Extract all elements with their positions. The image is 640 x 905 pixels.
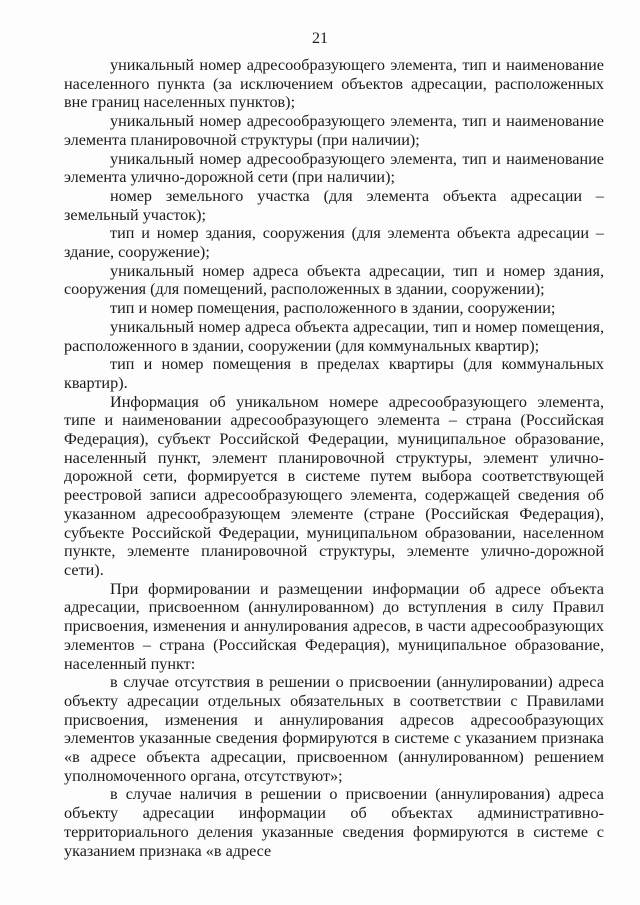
paragraph-address-building: уникальный номер адреса объекта адресации, тип и номер здания, сооружения (для помещений, расположенных в здании, сооружении); [64, 261, 604, 299]
paragraph-room-in-apartment: тип и номер помещения в пределах квартиры (для коммунальных квартир). [64, 355, 604, 392]
paragraph-land-plot: номер земельного участка (для элемента объекта адресации – земельный участок); [64, 186, 604, 224]
paragraph-planning-structure: уникальный номер адресообразующего элемента, тип и наименование элемента планировочной структуры (при наличии); [64, 112, 604, 149]
paragraph-street-network: уникальный номер адресообразующего элемента, тип и наименование элемента улично-дорожной сети (при наличии); [64, 149, 604, 187]
paragraph-address-room: уникальный номер адреса объекта адресации, тип и номер помещения, расположенного в здании, сооружении (для коммунальных квартир); [64, 317, 604, 355]
paragraph-unique-number-info: Информация об уникальном номере адресообразующего элемента, типе и наименовании адресообразующего элемента – страна (Российская Федерация), субъект Российской Федерации, муниципальное образование, населенный пункт, элемент планировочной структуры, элемент улично-дорожной сети, формируется в системе путем выбора соответствующей реестровой записи адресообразующего элемента, содержащей сведения об указанном адресообразующем элементе (стране (Российская Федерация), субъекте Российской Федерации, муниципальном образовании, населенном пункте, элементе планировочной структуры, элементе улично-дорожной сети). [64, 392, 604, 579]
paragraph-presence-case: в случае наличия в решении о присвоении (аннулирования) адреса объекту адресации информации об объектах административно-территориального деления указанные сведения формируются в системе с указанием признака «в адресе [64, 785, 604, 860]
paragraph-room-type: тип и номер помещения, расположенного в здании, сооружении; [110, 299, 556, 318]
page-number: 21 [312, 30, 328, 47]
paragraph-formation-intro: При формировании и размещении информации об адресе объекта адресации, присвоенном (аннулированном) до вступления в силу Правил присвоения, изменения и аннулирования адресов, в части адресообразующих элементов – страна (Российская Федерация), муниципальное образование, населенный пункт: [64, 579, 604, 673]
paragraph-settlement: уникальный номер адресообразующего элемента, тип и наименование населенного пункта (за исключением объектов адресации, расположенных вне границ населенных пунктов); [64, 56, 604, 112]
paragraph-building: тип и номер здания, сооружения (для элемента объекта адресации – здание, сооружение); [64, 224, 604, 262]
document-body [64, 56, 604, 860]
paragraph-absence-case: в случае отсутствия в решении о присвоении (аннулировании) адреса объекту адресации отдельных обязательных в соответствии с Правилами присвоения, изменения и аннулирования адресов адресообразующих элементов указанные сведения формируются в системе с указанием признака «в адресе объекта адресации, присвоенном (аннулированном) решением уполномоченного органа, отсутствуют»; [64, 673, 604, 785]
